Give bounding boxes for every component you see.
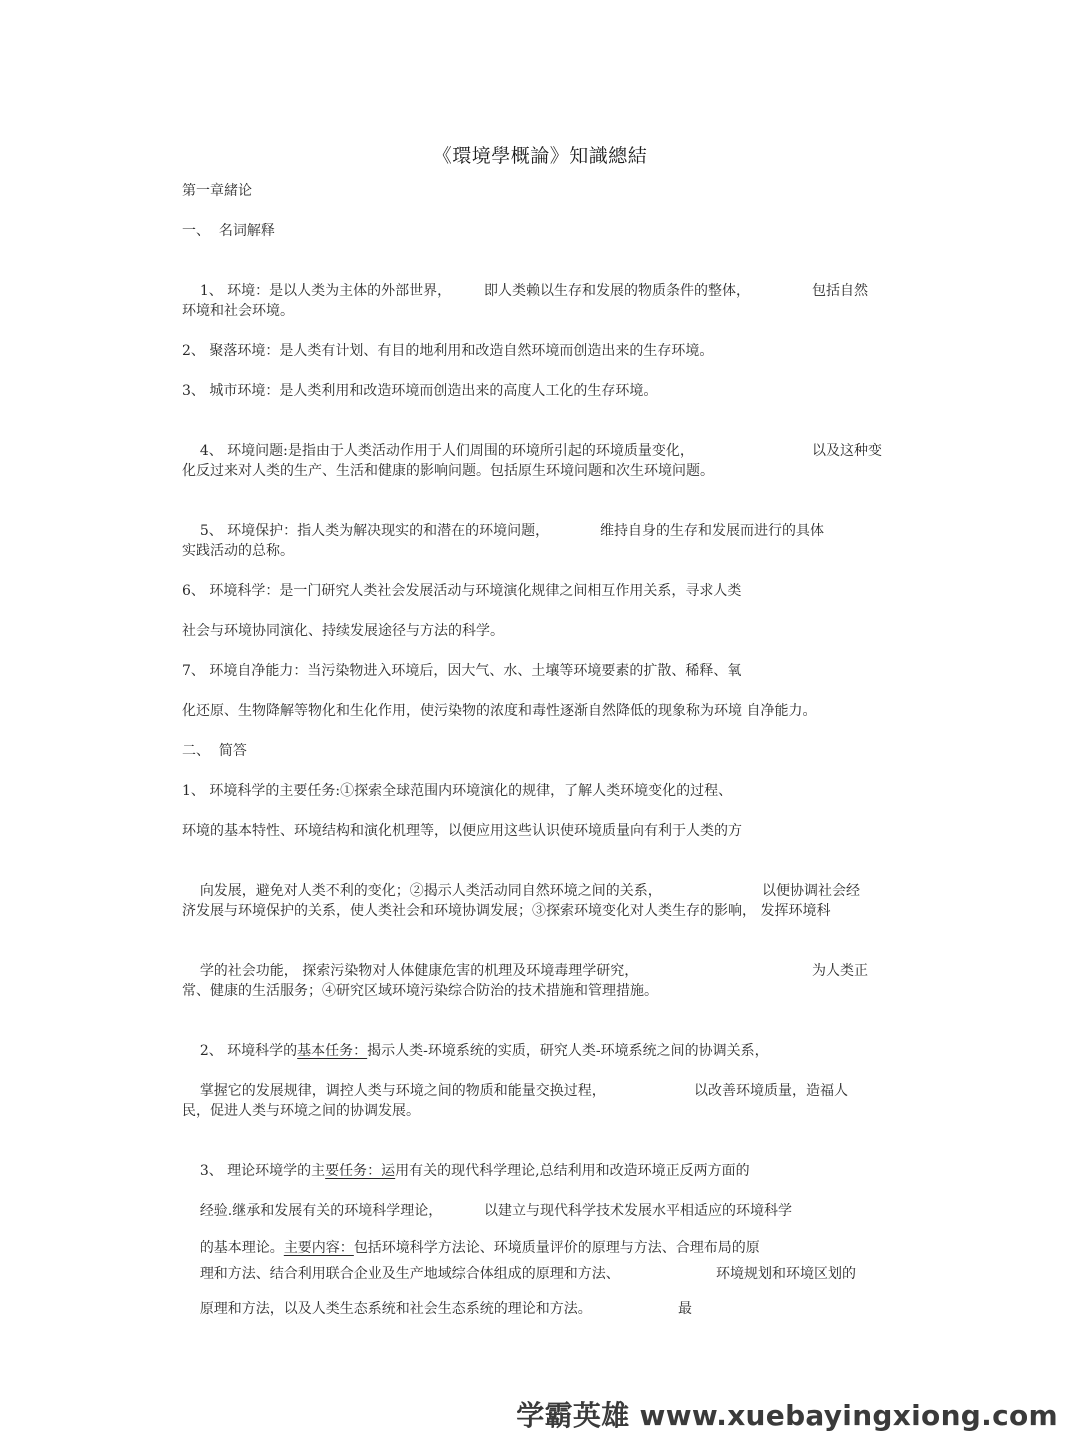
definition-6-line-2: 社会与环境协同演化、持续发展途径与方法的科学。 <box>182 623 504 639</box>
text-segment: 1、 环境：是以人类为主体的外部世界， <box>199 283 452 299</box>
underlined-term: 基本任务： <box>297 1043 368 1059</box>
definition-7-line-1: 7、 环境自净能力：当污染物进入环境后，因大气、水、土壤等环境要素的扩散、稀释、氧 <box>182 663 742 679</box>
section-heading-short-answers: 二、 简答 <box>182 743 247 759</box>
text-segment: 原理和方法，以及人类生态系统和社会生态系统的理论和方法。 <box>199 1301 592 1317</box>
answer-1-line-6: 常、健康的生活服务；④研究区域环境污染综合防治的技术措施和管理措施。 <box>182 983 658 999</box>
text-segment: 揭示人类-环境系统的实质，研究人类-环境系统之间的协调关系， <box>367 1043 769 1059</box>
definition-5-line-2: 实践活动的总称。 <box>182 543 294 559</box>
text-segment: 以便协调社会经 <box>762 883 860 899</box>
underlined-term: 要任务：运 <box>325 1163 396 1179</box>
text-segment: 理和方法、结合利用联合企业及生产地域综合体组成的原理和方法、 <box>199 1266 620 1282</box>
text-segment: 为人类正 <box>812 963 868 979</box>
answer-1-line-1: 1、 环境科学的主要任务:①探索全球范围内环境演化的规律，了解人类环境变化的过程、 <box>182 783 733 799</box>
text-segment: 4、 环境问题:是指由于人类活动作用于人们周围的环境所引起的环境质量变化， <box>199 443 694 459</box>
answer-3-line-5 <box>182 1279 692 1339</box>
text-segment: 用有关的现代科学理论,总结利用和改造环境正反两方面的 <box>395 1163 750 1179</box>
definition-2: 2、 聚落环境：是人类有计划、有目的地利用和改造自然环境而创造出来的生存环境。 <box>182 343 714 359</box>
definition-7-line-2: 化还原、生物降解等物化和生化作用，使污染物的浓度和毒性逐渐自然降低的现象称为环境 自净能力。 <box>182 703 817 719</box>
answer-1-line-2: 环境的基本特性、环境结构和演化机理等，以便应用这些认识使环境质量向有利于人类的方 <box>182 823 742 839</box>
text-segment: 环境规划和环境区划的 <box>716 1266 856 1282</box>
definition-1-line-2: 环境和社会环境。 <box>182 303 294 319</box>
answer-1-line-4: 济发展与环境保护的关系，使人类社会和环境协调发展；③探索环境变化对人类生存的影响， 发挥环境科 <box>182 903 831 919</box>
site-watermark: 学霸英雄 www.xuebayingxiong.com <box>516 1399 1058 1432</box>
text-segment: 学的社会功能， 探索污染物对人体健康危害的机理及环境毒理学研究， <box>199 963 639 979</box>
text-segment: 经验.继承和发展有关的环境科学理论， <box>199 1203 443 1219</box>
definition-3: 3、 城市环境：是人类利用和改造环境而创造出来的高度人工化的生存环境。 <box>182 383 658 399</box>
text-segment: 3、 理论环境学的主 <box>199 1163 326 1179</box>
text-segment: 即人类赖以生存和发展的物质条件的整体， <box>484 283 750 299</box>
underlined-term: 主要内容： <box>283 1240 354 1256</box>
document-title: 《環境學概論》知識總結 <box>432 145 648 167</box>
text-segment: 维持自身的生存和发展而进行的具体 <box>600 523 824 539</box>
answer-2-line-3: 民，促进人类与环境之间的协调发展。 <box>182 1103 420 1119</box>
chapter-heading: 第一章緒论 <box>182 183 252 199</box>
text-segment: 向发展，避免对人类不利的变化；②揭示人类活动同自然环境之间的关系， <box>199 883 662 899</box>
text-segment: 掌握它的发展规律，调控人类与环境之间的物质和能量交换过程， <box>199 1083 606 1099</box>
text-segment: 5、 环境保护：指人类为解决现实的和潜在的环境问题， <box>199 523 550 539</box>
definition-4-line-2: 化反过来对人类的生产、生活和健康的影响问题。包括原生环境问题和次生环境问题。 <box>182 463 714 479</box>
text-segment: 以改善环境质量，造福人 <box>694 1083 848 1099</box>
text-segment: 以建立与现代科学技术发展水平相适应的环境科学 <box>484 1203 792 1219</box>
text-segment: 以及这种变 <box>812 443 882 459</box>
section-heading-definitions: 一、 名词解释 <box>182 223 275 239</box>
text-segment: 最 <box>678 1301 692 1317</box>
text-segment: 的基本理论。 <box>199 1240 284 1256</box>
text-segment: 2、 环境科学的 <box>199 1043 298 1059</box>
text-segment: 包括环境科学方法论、环境质量评价的原理与方法、合理布局的原 <box>353 1240 760 1256</box>
text-segment: 包括自然 <box>812 283 868 299</box>
definition-6-line-1: 6、 环境科学：是一门研究人类社会发展活动与环境演化规律之间相互作用关系，寻求人类 <box>182 583 742 599</box>
